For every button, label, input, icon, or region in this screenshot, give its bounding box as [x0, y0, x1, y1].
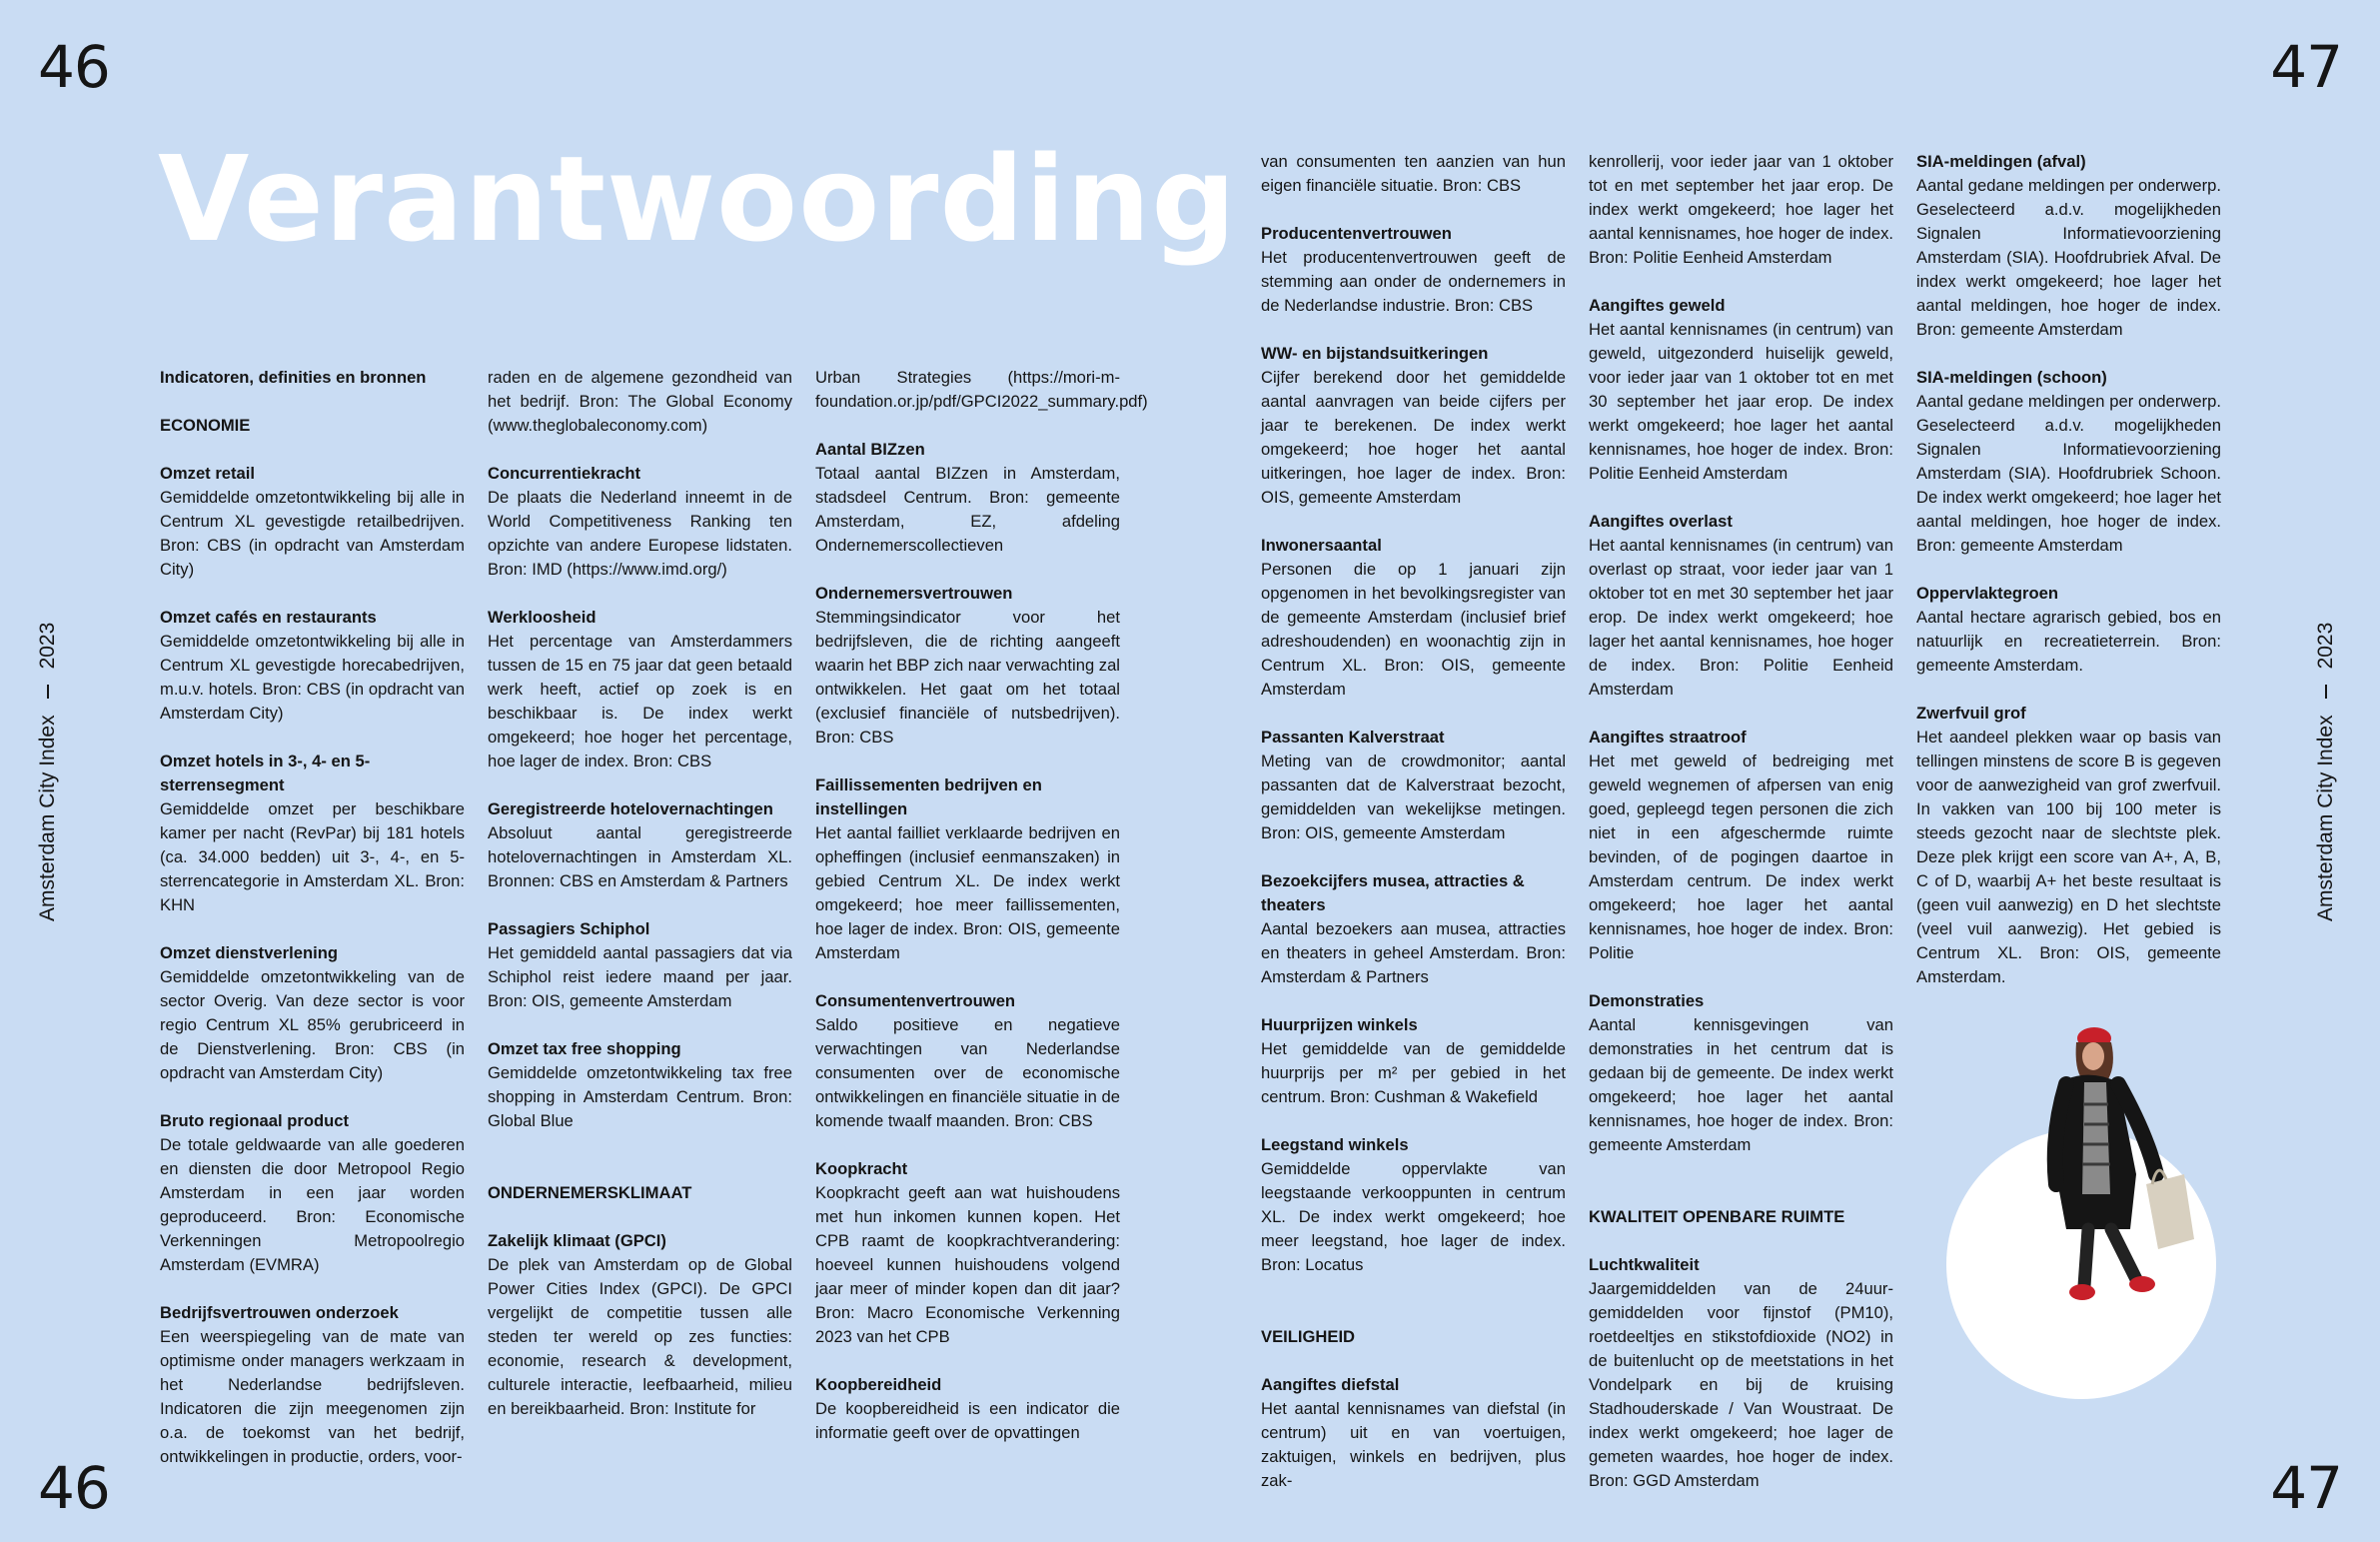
page-number-left-top: 46: [38, 33, 110, 101]
definition-text: Urban Strategies (https://mori-m-foundation.or.jp/pdf/GPCI2022_summary.pdf): [815, 368, 1148, 411]
definition-heading: SIA-meldingen (afval): [1916, 152, 2086, 171]
side-label-year: 2023: [2314, 622, 2337, 670]
definition-entry: [160, 462, 465, 582]
definition-heading: Aangiftes overlast: [1589, 512, 1733, 531]
definition-text: kenrollerij, voor ieder jaar van 1 oktober tot en met september het jaar erop. De index werkt omgekeerd; hoe lager het aantal kennisnames, hoe hoger de index. Bron: Politie Eenheid Amsterdam: [1589, 152, 1893, 267]
text-column-3: [815, 366, 1148, 1469]
definition-heading: Bedrijfsvertrouwen onderzoek: [160, 1303, 399, 1322]
definition-heading: Bruto regionaal product: [160, 1111, 349, 1130]
definition-text: Aantal gedane meldingen per onderwerp. Geselecteerd a.d.v. mogelijkheden Signalen Informatievoorziening Amsterdam (SIA). Hoofdrubriek Schoon. De index werkt omgekeerd; hoe lager het aantal meldingen, hoe hoger de index. Bron: gemeente Amsterdam: [1916, 392, 2221, 555]
definition-heading: Luchtkwaliteit: [1589, 1255, 1700, 1274]
definition-heading: Producentenvertrouwen: [1261, 224, 1452, 243]
definition-heading: Aangiftes diefstal: [1261, 1375, 1400, 1394]
definition-heading: WW- en bijstandsuitkeringen: [1261, 344, 1489, 363]
definition-text: De koopbereidheid is een indicator die informatie geeft over de opvattingen: [815, 1399, 1120, 1442]
definition-heading: Omzet dienstverlening: [160, 943, 338, 962]
definition-heading: Omzet hotels in 3-, 4- en 5-sterrensegment: [160, 752, 371, 794]
text-column-5: [1589, 150, 1893, 1517]
definition-text: Gemiddelde omzetontwikkeling bij alle in Centrum XL gevestigde retailbedrijven. Bron: CBS (in opdracht van Amsterdam City): [160, 488, 465, 579]
definition-heading: Aantal BIZzen: [815, 440, 925, 459]
definition-text: Het gemiddeld aantal passagiers dat via Schiphol reist iedere maand per jaar. Bron: OIS, gemeente Amsterdam: [488, 943, 792, 1010]
definition-entry: [1916, 366, 2221, 558]
definition-entry: [1916, 150, 2221, 342]
definition-text: Koopkracht geeft aan wat huishoudens met hun inkomen kunnen kopen. Het CPB raamt de koopkrachtverandering: hoeveel kunnen huishoudens volgend jaar meer of minder kopen dan dit jaar? Bron: Macro Economische Verkenning 2023 van het CPB: [815, 1183, 1120, 1346]
definition-text: raden en de algemene gezondheid van het bedrijf. Bron: The Global Economy (www.theglobaleconomy.com): [488, 368, 792, 435]
page-number-right-bottom: 47: [2270, 1454, 2342, 1522]
definition-heading: Indicatoren, definities en bronnen: [160, 368, 427, 387]
definition-text: Het aantal kennisnames van diefstal (in centrum) uit en van voertuigen, zaktuigen, winkels en bedrijven, plus zak-: [1261, 1399, 1566, 1490]
definition-text: Een weerspiegeling van de mate van optimisme onder managers werkzaam in het Nederlandse bedrijfsleven. Indicatoren die zijn meegenomen zijn o.a. de toekomst van het bedrijf, ontwikkelingen in productie, orders, voor-: [160, 1327, 465, 1466]
definition-entry: [160, 366, 465, 390]
definition-entry: [1916, 702, 2221, 989]
definition-text: van consumenten ten aanzien van hun eigen financiële situatie. Bron: CBS: [1261, 152, 1566, 195]
definition-heading: Leegstand winkels: [1261, 1135, 1409, 1154]
definition-text: Totaal aantal BIZzen in Amsterdam, stadsdeel Centrum. Bron: gemeente Amsterdam, EZ, afdeling Ondernemerscollectieven: [815, 464, 1120, 555]
definition-entry: [815, 773, 1120, 965]
definition-text: Jaargemiddelden van de 24uur-gemiddelden voor fijnstof (PM10), roetdeeltjes en stikstofdioxide (NO2) in de buitenlucht op de meetstations in het Vondelpark en bij de kruising Stadhouderskade / Van Woustraat. De index werkt omgekeerd; hoe lager de gemeten waardes, hoe hoger de index. Bron: GGD Amsterdam: [1589, 1279, 1893, 1490]
definition-heading: Koopkracht: [815, 1159, 908, 1178]
definition-entry: [160, 414, 465, 438]
definition-entry: [1261, 869, 1566, 989]
definition-entry: [488, 917, 792, 1013]
definition-text: Gemiddelde omzetontwikkeling tax free shopping in Amsterdam Centrum. Bron: Global Blue: [488, 1063, 792, 1130]
definition-heading: Passanten Kalverstraat: [1261, 728, 1445, 747]
definition-text: Het gemiddelde van de gemiddelde huurprijs per m² per gebied in het centrum. Bron: Cushman & Wakefield: [1261, 1039, 1566, 1106]
section-spacer: [1589, 1181, 1893, 1205]
definition-text: Meting van de crowdmonitor; aantal passanten dat de Kalverstraat bezocht, gemiddelden van wekelijkse metingen. Bron: OIS, gemeente Amsterdam: [1261, 752, 1566, 842]
definition-heading: Demonstraties: [1589, 991, 1705, 1010]
page-number-left-bottom: 46: [38, 1454, 110, 1522]
definition-heading: Koopbereidheid: [815, 1375, 942, 1394]
side-label-year: 2023: [36, 622, 59, 670]
definition-text: Het aantal kennisnames (in centrum) van geweld, uitgezonderd huiselijk geweld, voor ieder jaar van 1 oktober tot en met 30 september het jaar erop. De index werkt omgekeerd; hoe lager het aantal kennisnames, hoe hoger de index. Bron: Politie Eenheid Amsterdam: [1589, 320, 1893, 483]
definition-text: Saldo positieve en negatieve verwachtingen van Nederlandse consumenten over de economische ontwikkelingen en financiële situatie in de komende twaalf maanden. Bron: CBS: [815, 1015, 1120, 1130]
woman-walking-photo: [1996, 1024, 2206, 1314]
definition-text: Gemiddelde omzetontwikkeling van de sector Overig. Van deze sector is voor regio Centrum XL 85% gerubriceerd in de Dienstverlening. Bron: CBS (in opdracht van Amsterdam City): [160, 967, 465, 1082]
definition-text: Absoluut aantal geregistreerde hotelovernachtingen in Amsterdam XL. Bronnen: CBS en Amsterdam & Partners: [488, 823, 792, 890]
definition-entry: [160, 750, 465, 917]
definition-heading: ONDERNEMERSKLIMAAT: [488, 1183, 692, 1202]
definition-entry: [1589, 150, 1893, 270]
definition-entry: [1261, 150, 1566, 198]
definition-text: Aantal bezoekers aan musea, attracties en theaters in geheel Amsterdam. Bron: Amsterdam & Partners: [1261, 919, 1566, 986]
definition-entry: [160, 606, 465, 726]
definition-heading: Consumentenvertrouwen: [815, 991, 1016, 1010]
definition-text: Stemmingsindicator voor het bedrijfsleven, die de richting aangeeft waarin het BBP zich naar verwachting zal ontwikkelen. Het gaat om het totaal (exclusief financiële of nutsbedrijven). Bron: CBS: [815, 608, 1120, 747]
section-spacer: [488, 1157, 792, 1181]
definition-entry: [1589, 726, 1893, 965]
definition-text: Het producentenvertrouwen geeft de stemming aan onder de ondernemers in de Nederlandse industrie. Bron: CBS: [1261, 248, 1566, 315]
definition-entry: [488, 1229, 792, 1421]
definition-entry: [160, 1109, 465, 1277]
definition-heading: Faillissementen bedrijven en instellingen: [815, 775, 1042, 818]
side-label-left: [28, 322, 68, 921]
definition-entry: [488, 797, 792, 893]
text-column-2: [488, 366, 792, 1445]
side-label-divider: [47, 685, 49, 699]
definition-entry: [1589, 294, 1893, 486]
definition-text: Het percentage van Amsterdammers tussen de 15 en 75 jaar dat geen betaald werk heeft, actief op zoek is en beschikbaar is. De index werkt omgekeerd; hoe hoger het percentage, hoe lager de index. Bron: CBS: [488, 632, 792, 771]
definition-entry: [1261, 1133, 1566, 1277]
definition-heading: Omzet retail: [160, 464, 255, 483]
definition-entry: [1261, 726, 1566, 845]
definition-heading: KWALITEIT OPENBARE RUIMTE: [1589, 1207, 1845, 1226]
definition-entry: [1589, 510, 1893, 702]
definition-text: Gemiddelde oppervlakte van leegstaande verkooppunten in centrum XL. De index werkt omgekeerd; hoe meer leegstand, hoe lager de index. Bron: Locatus: [1261, 1159, 1566, 1274]
definition-entry: [1589, 1205, 1893, 1229]
definition-entry: [160, 1301, 465, 1469]
definition-heading: Omzet cafés en restaurants: [160, 608, 377, 627]
definition-heading: Concurrentiekracht: [488, 464, 641, 483]
definition-text: Gemiddelde omzet per beschikbare kamer per nacht (RevPar) bij 181 hotels (ca. 34.000 bedden) uit 3-, 4-, en 5-sterrencategorie in Amsterdam XL. Bron: KHN: [160, 799, 465, 914]
definition-text: Gemiddelde omzetontwikkeling bij alle in Centrum XL gevestigde horecabedrijven, m.u.v. hotels. Bron: CBS (in opdracht van Amsterdam City): [160, 632, 465, 723]
definition-heading: Bezoekcijfers musea, attracties & theaters: [1261, 871, 1525, 914]
definition-heading: SIA-meldingen (schoon): [1916, 368, 2107, 387]
definition-heading: Werkloosheid: [488, 608, 596, 627]
definition-heading: Zwerfvuil grof: [1916, 704, 2026, 723]
definition-entry: [488, 462, 792, 582]
definition-entry: [1916, 582, 2221, 678]
side-label-name: Amsterdam City Index: [2314, 715, 2337, 921]
definition-heading: Geregistreerde hotelovernachtingen: [488, 799, 773, 818]
definition-text: Het aantal kennisnames (in centrum) van overlast op straat, voor ieder jaar van 1 oktober tot en met 30 september het jaar erop. De index werkt omgekeerd; hoe lager het aantal kennisnames, hoe hoger de index. Bron: Politie Eenheid Amsterdam: [1589, 536, 1893, 699]
side-label-right: [2306, 322, 2346, 921]
definition-heading: Oppervlaktegroen: [1916, 584, 2059, 603]
definition-entry: [815, 366, 1148, 414]
definition-heading: Ondernemersvertrouwen: [815, 584, 1013, 603]
side-label-name: Amsterdam City Index: [36, 715, 59, 921]
definition-entry: [815, 1157, 1120, 1349]
definition-text: De totale geldwaarde van alle goederen en diensten die door Metropool Regio Amsterdam in een jaar worden geproduceerd. Bron: Economische Verkenningen Metropoolregio Amsterdam (EVMRA): [160, 1135, 465, 1274]
definition-text: Aantal gedane meldingen per onderwerp. Geselecteerd a.d.v. mogelijkheden Signalen Informatievoorziening Amsterdam (SIA). Hoofdrubriek Afval. De index werkt omgekeerd; hoe lager het aantal meldingen, hoe hoger de index. Bron: gemeente Amsterdam: [1916, 176, 2221, 339]
definition-heading: Zakelijk klimaat (GPCI): [488, 1231, 666, 1250]
definition-entry: [815, 582, 1120, 750]
definition-entry: [815, 438, 1120, 558]
section-spacer: [1261, 1301, 1566, 1325]
side-label-divider: [2325, 685, 2327, 699]
definition-entry: [1261, 1013, 1566, 1109]
definition-text: Aantal hectare agrarisch gebied, bos en natuurlijk en recreatieterrein. Bron: gemeente Amsterdam.: [1916, 608, 2221, 675]
text-column-4: [1261, 150, 1566, 1517]
definition-entry: [1261, 534, 1566, 702]
definition-heading: Omzet tax free shopping: [488, 1039, 681, 1058]
definition-heading: Huurprijzen winkels: [1261, 1015, 1418, 1034]
definition-text: Cijfer berekend door het gemiddelde aantal aanvragen van beide cijfers per jaar te berekenen. De index werkt omgekeerd; hoe hoger het aantal uitkeringen, hoe lager de index. Bron: OIS, gemeente Amsterdam: [1261, 368, 1566, 507]
definition-heading: ECONOMIE: [160, 416, 251, 435]
definition-text: Het aandeel plekken waar op basis van tellingen minstens de score B is gegeven voor de aanwezigheid van grof zwerfvuil. In vakken van 100 bij 100 meter is steeds gezocht naar de slechtste plek. Deze plek krijgt een score van A+, A, B, C of D, waarbij A+ het beste resultaat is (geen vuil aanwezig) en D het slechtste (veel vuil aanwezig). Het gebied is Centrum XL. Bron: OIS, gemeente Amsterdam.: [1916, 728, 2221, 986]
page-title: Verantwoording: [158, 130, 1237, 268]
definition-text: De plaats die Nederland inneemt in de World Competitiveness Ranking ten opzichte van andere Europese lidstaten. Bron: IMD (https://www.imd.org/): [488, 488, 792, 579]
definition-entry: [1589, 1253, 1893, 1493]
definition-text: Het aantal failliet verklaarde bedrijven en opheffingen (inclusief eenmanszaken) in gebied Centrum XL. De index werkt omgekeerd; hoe meer faillissementen, hoe lager de index. Bron: OIS, gemeente Amsterdam: [815, 823, 1120, 962]
definition-entry: [815, 1373, 1120, 1445]
definition-text: Aantal kennisgevingen van demonstraties in het centrum dat is gedaan bij de gemeente. De index werkt omgekeerd; hoe lager het aantal kennisnames, hoe hoger de index. Bron: gemeente Amsterdam: [1589, 1015, 1893, 1154]
definition-entry: [488, 606, 792, 773]
definition-heading: Aangiftes straatroof: [1589, 728, 1747, 747]
page-number-right-top: 47: [2270, 33, 2342, 101]
definition-entry: [1261, 1325, 1566, 1349]
definition-text: Personen die op 1 januari zijn opgenomen in het bevolkingsregister van de gemeente Amsterdam (inclusief brief adreshoudenden) en woonachtig zijn in Centrum XL. Bron: OIS, gemeente Amsterdam: [1261, 560, 1566, 699]
definition-entry: [488, 1037, 792, 1133]
definition-heading: VEILIGHEID: [1261, 1327, 1356, 1346]
definition-text: Het met geweld of bedreiging met geweld wegnemen of afpersen van enig goed, gepleegd tegen personen die zich niet in een afgeschermde ruimte bevinden, of de pogingen daartoe in Amsterdam centrum. De index werkt omgekeerd; hoe lager het aantal kennisnames, hoe hoger de index. Bron: Politie: [1589, 752, 1893, 962]
text-column-1: [160, 366, 465, 1493]
definition-entry: [1589, 989, 1893, 1157]
definition-entry: [488, 1181, 792, 1205]
definition-entry: [1261, 222, 1566, 318]
definition-entry: [488, 366, 792, 438]
definition-entry: [160, 941, 465, 1085]
definition-text: De plek van Amsterdam op de Global Power Cities Index (GPCI). De GPCI vergelijkt de competitie tussen alle steden ter wereld op zes functies: economie, research & development, culturele interactie, leefbaarheid, milieu en bereikbaarheid. Bron: Institute for: [488, 1255, 792, 1418]
definition-entry: [1261, 342, 1566, 510]
definition-heading: Passagiers Schiphol: [488, 919, 650, 938]
definition-entry: [1261, 1373, 1566, 1493]
definition-heading: Aangiftes geweld: [1589, 296, 1726, 315]
text-column-6: [1916, 150, 2221, 1013]
definition-heading: Inwonersaantal: [1261, 536, 1382, 555]
definition-entry: [815, 989, 1120, 1133]
